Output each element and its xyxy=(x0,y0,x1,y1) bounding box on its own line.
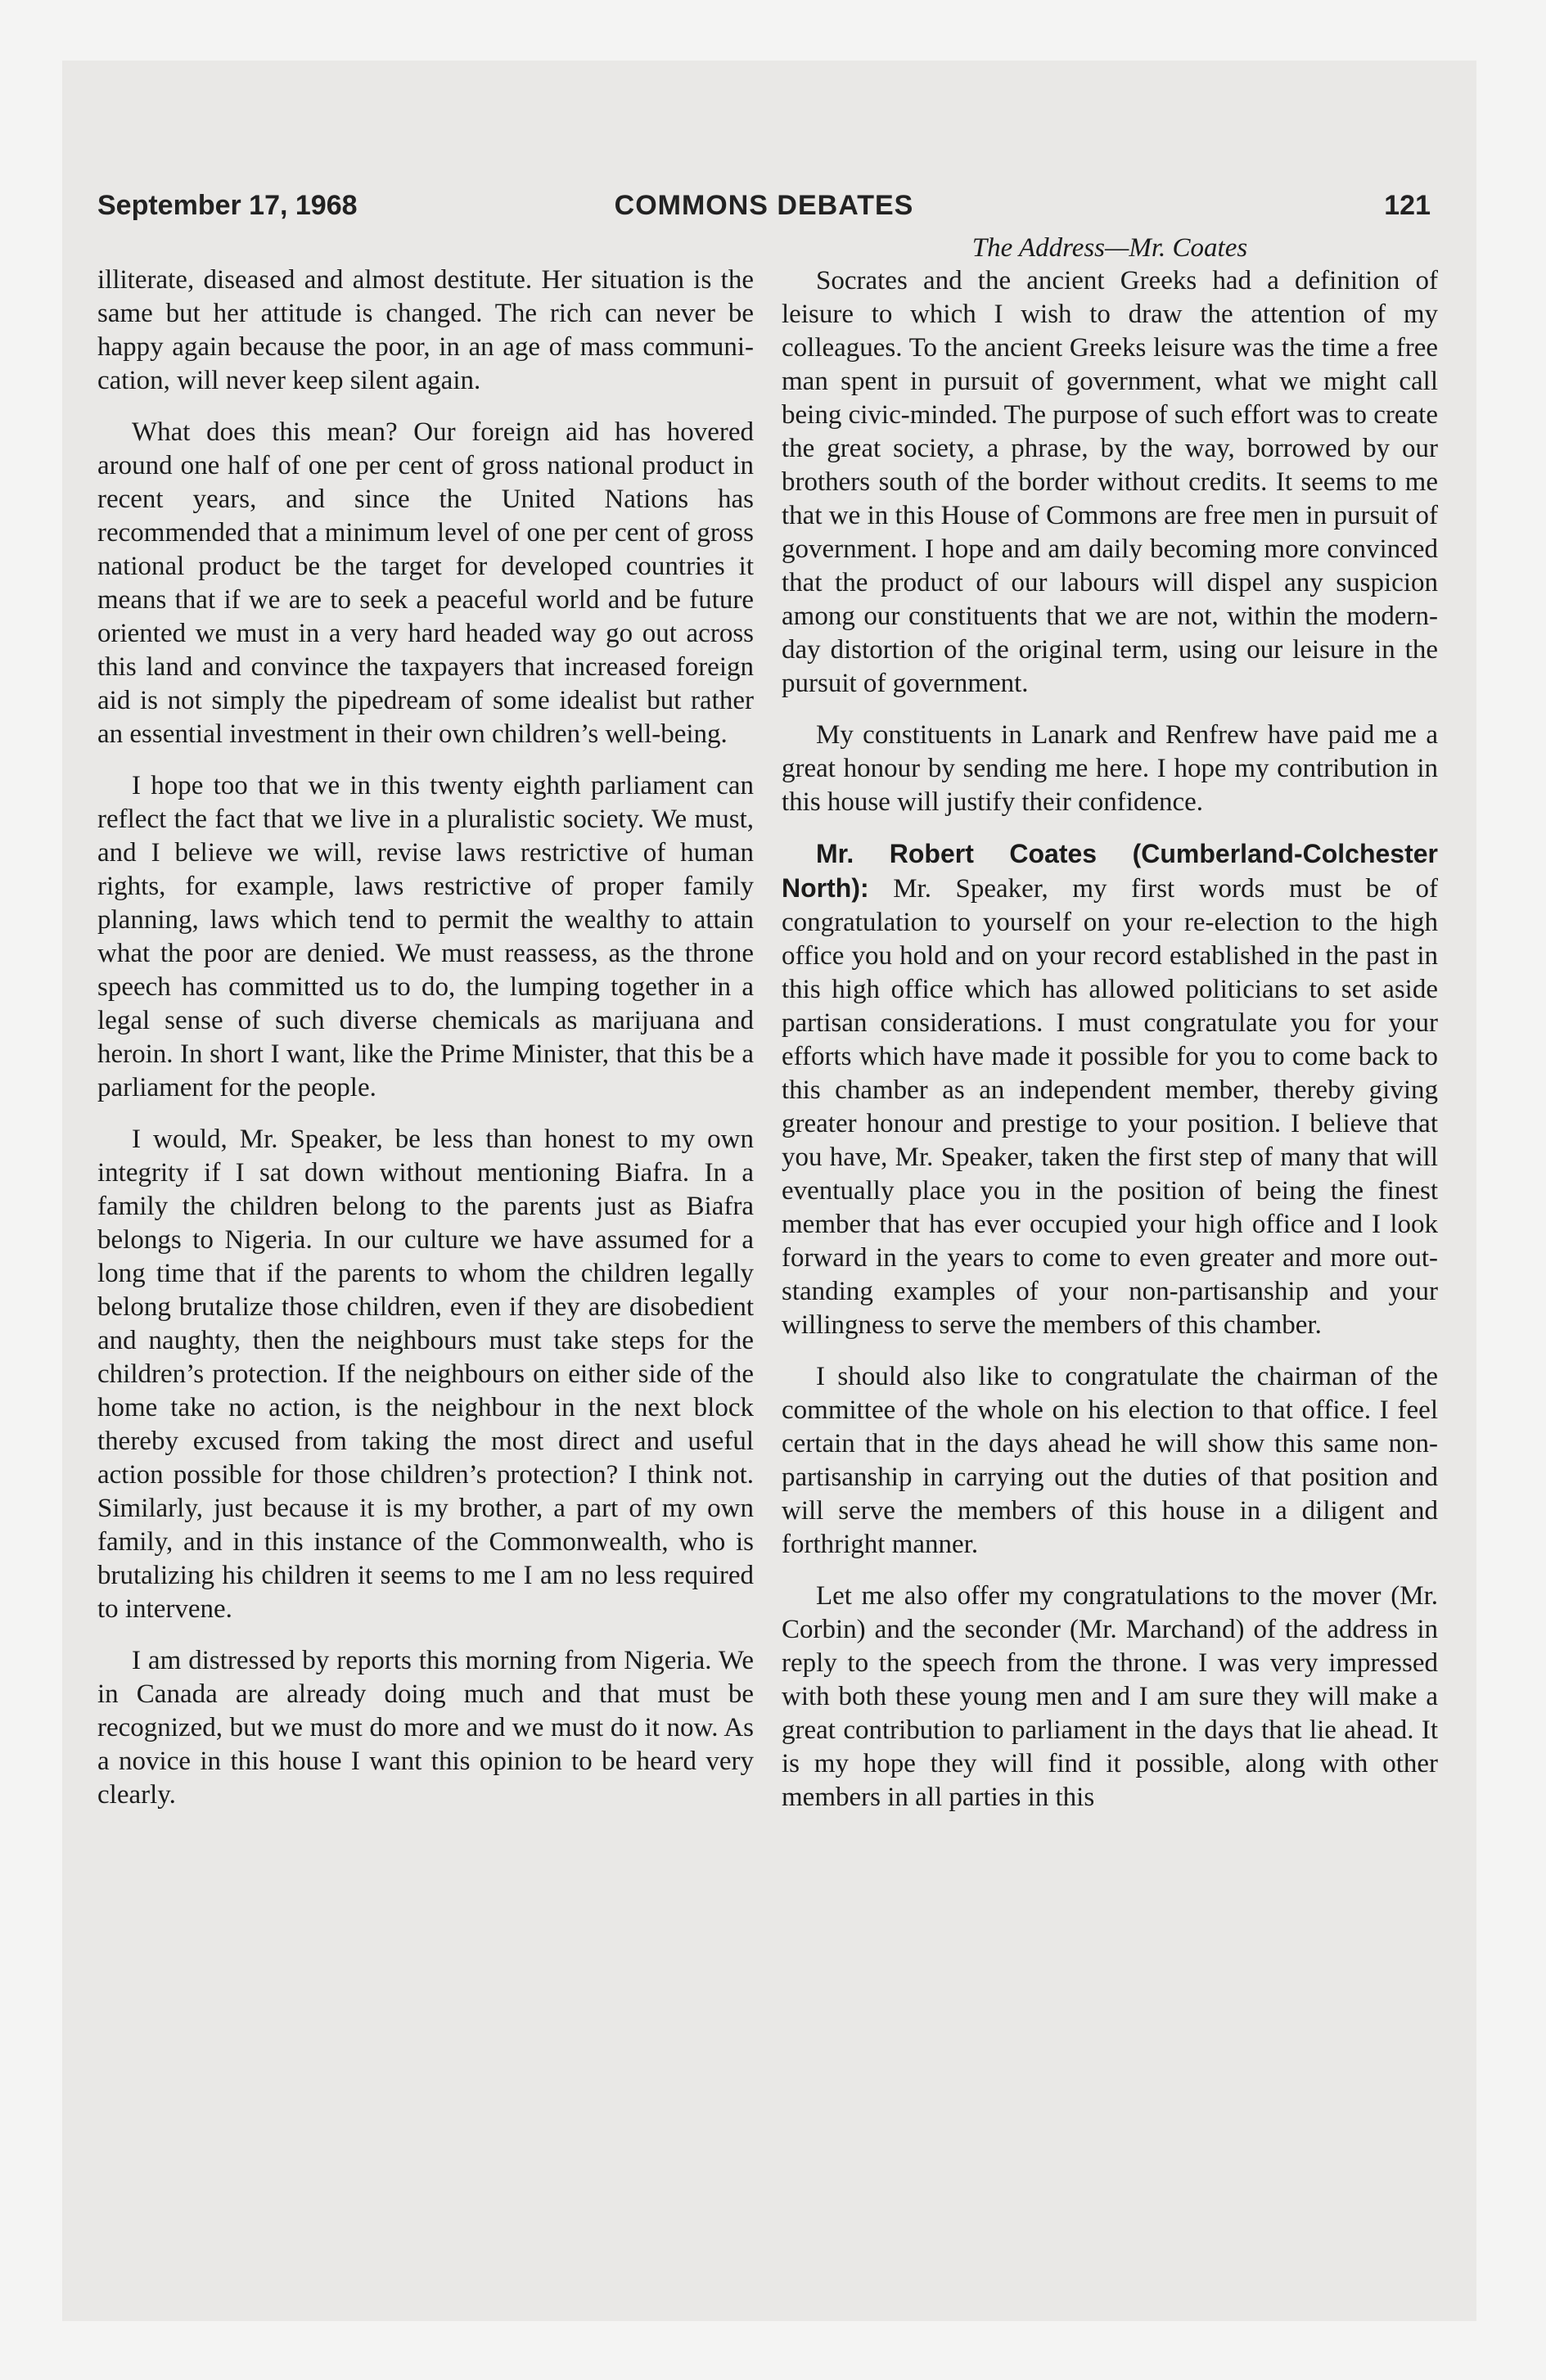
right-paragraph-2: My constituents in Lanark and Renfrew have paid me a great honour by sending me here. I hope my contribution in this house will justify their confidence. xyxy=(782,720,1438,817)
speaker-text: Mr. Speaker, my first words must be of congratulation to yourself on your re-election to the high office you hold and on your record established in the past in this high office which has allowed politicians to set aside partisan considerations. I must congratulate you for your efforts which have made it possible for you to come back to this chamber as an independent member, thereby giving greater honour and prestige to your position. I believe that you have, Mr. Speaker, taken the first step of many that will eventually place you in the position of being the finest member that has ever occupied your high office and I look forward in the years to come to even greater and more outstanding examples of your non-partisanship and your willingness to serve the members of this chamber. xyxy=(782,874,1438,1340)
speaker-heading: Mr. Robert Coates (Cumberland-Colchester North): xyxy=(782,839,1438,903)
left-paragraph-2: What does this mean? Our foreign aid has hovered around one half of one per cent of gross national product in recent years, and since the United Nations has recommended that a minimum level of one per cent of gross national product be the target for developed countries it means that if we are to seek a peaceful world and be future oriented we must in a very hard headed way go out across this land and convince the taxpayers that increased foreign aid is not simply the pipedream of some idealist but rather an essential investment in their own children’s well-being. xyxy=(97,417,754,749)
page-number: 121 xyxy=(1384,190,1431,221)
right-column xyxy=(782,264,1438,1814)
right-paragraph-5: Let me also offer my congratulations to the mover (Mr. Corbin) and the seconder (Mr. Marchand) of the address in reply to the speech from the throne. I was very impressed with both these young men and I am sure they will make a great contribution to parliament in the days that lie ahead. It is my hope they will find it possible, along with other members in all parties in this xyxy=(782,1581,1438,1812)
left-column xyxy=(97,264,754,1812)
running-title: The Address—Mr. Coates xyxy=(971,233,1248,263)
left-paragraph-4: I would, Mr. Speaker, be less than honest to my own integrity if I sat down without mentioning Biafra. In a family the children belong to the parents just as Biafra belongs to Nigeria. In our culture we have assumed for a long time that if the parents to whom the children legally belong brutalize those children, even if they are disobedient and naughty, then the neighbours must take steps for the children’s protection. If the neighbours on either side of the home take no action, is the neighbour in the next block thereby excused from taking the most direct and useful action possible for those children’s protection? I think not. Similarly, just because it is my brother, a part of my own family, and in this instance of the Commonwealth, who is brutalizing his children it seems to me I am no less required to intervene. xyxy=(97,1125,754,1624)
speaker-paragraph xyxy=(782,837,1438,1342)
left-paragraph-1: illiterate, diseased and almost destitute. Her situation is the same but her attitude is changed. The rich can never be happy again because the poor, in an age of mass communication, will never keep silent again. xyxy=(97,265,754,395)
right-paragraph-1: Socrates and the ancient Greeks had a definition of leisure to which I wish to draw the attention of my colleagues. To the ancient Greeks leisure was the time a free man spent in pursuit of government, what we might call being civic-minded. The purpose of such effort was to create the great society, a phrase, by the way, borrowed by our brothers south of the border without credits. It seems to me that we in this House of Commons are free men in pursuit of government. I hope and am daily becoming more convinced that the product of our labours will dispel any suspicion among our constituents that we are not, within the modern-day distortion of the original term, using our leisure in the pursuit of government. xyxy=(782,266,1438,698)
left-paragraph-5: I am distressed by reports this morning from Nigeria. We in Canada are already doing much and that must be recognized, but we must do more and we must do it now. As a novice in this house I want this opinion to be heard very clearly. xyxy=(97,1646,754,1810)
right-paragraph-4: I should also like to congratulate the chairman of the committee of the whole on his election to that office. I feel certain that in the days ahead he will show this same non-partisanship in carrying out the duties of that position and will serve the members of this house in a diligent and forthright manner. xyxy=(782,1362,1438,1559)
page-header xyxy=(97,190,1431,226)
header-title: COMMONS DEBATES xyxy=(614,190,914,221)
left-paragraph-3: I hope too that we in this twenty eighth parliament can reflect the fact that we live in a pluralistic society. We must, and I believe we will, revise laws restrictive of human rights, for example, laws restrictive of proper family planning, laws which tend to permit the wealthy to attain what the poor are denied. We must reassess, as the throne speech has committed us to do, the lumping together in a legal sense of such diverse chemicals as marijuana and heroin. In short I want, like the Prime Minister, that this be a parliament for the people. xyxy=(97,771,754,1102)
header-date: September 17, 1968 xyxy=(97,190,358,221)
